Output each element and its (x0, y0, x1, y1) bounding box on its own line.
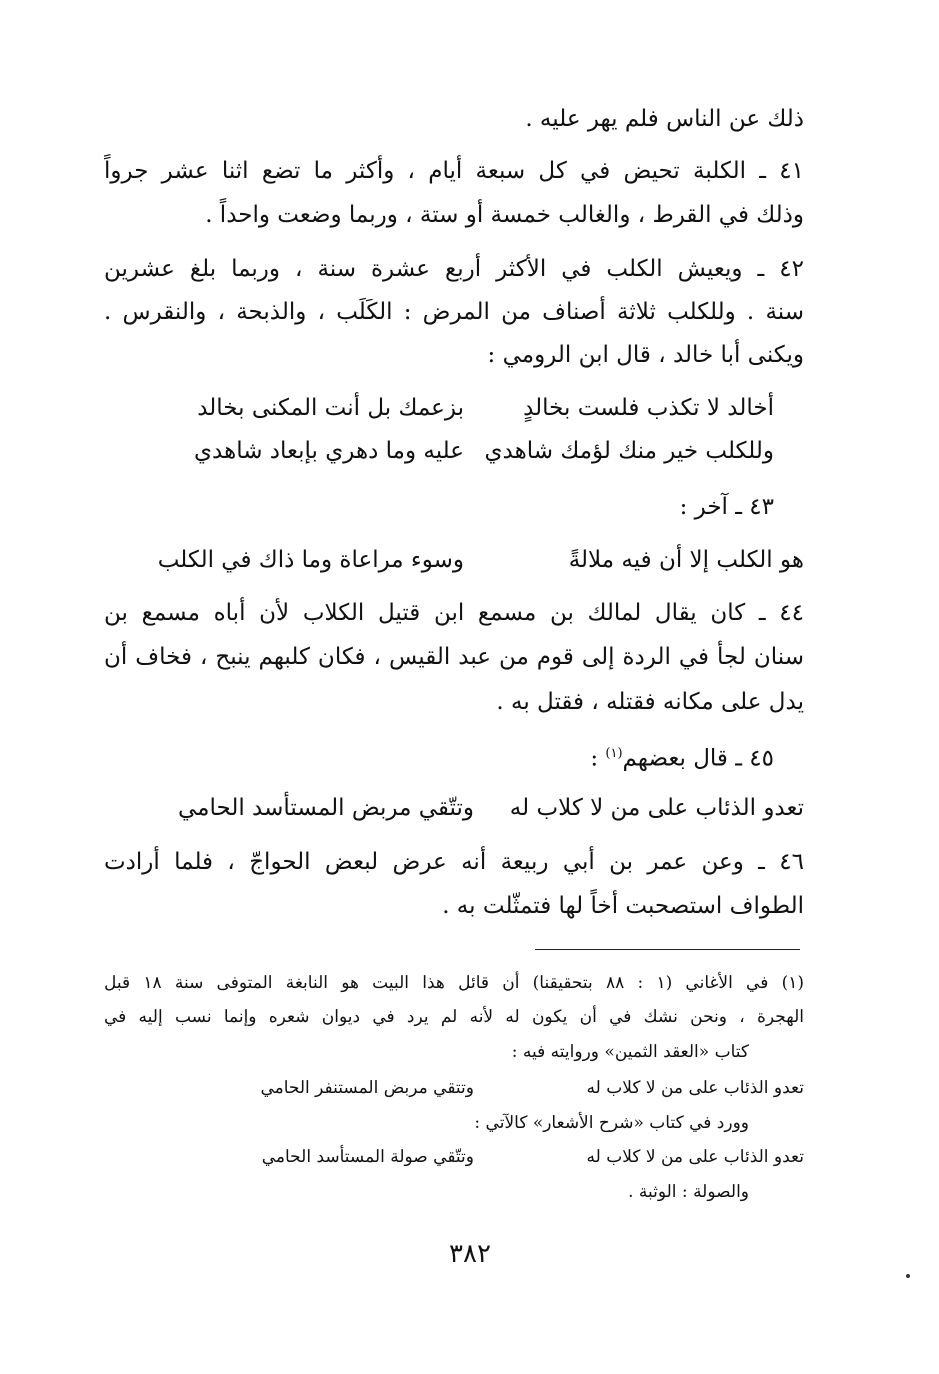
paragraph-42-line: سنة . وللكلب ثلاثة أصناف من المرض : الكَلَب ، والذبحة ، والنقرس . (104, 299, 804, 325)
paragraph-45-line (590, 739, 774, 774)
verse-first-hemistich: تعدو الذئاب على من لا كلاب له (509, 795, 804, 821)
paragraph-41-line: ٤١ ـ الكلبة تحيض في كل سبعة أيام ، وأكثر ما تضع اثنا عشر جرواً (104, 158, 804, 184)
page-number: ٣٨٢ (449, 1239, 491, 1269)
paragraph-46-line: الطواف استصحبت أخاً لها فتمثّلت به . (442, 893, 804, 919)
footnote-line: وورد في كتاب «شرح الأشعار» كالآتي : (474, 1113, 749, 1133)
footnote-separator (535, 949, 800, 950)
verse-first-hemistich: هو الكلب إلا أن فيه ملالةً (568, 547, 804, 573)
verse-first-hemistich: أخالد لا تكذب فلست بخالدٍ (523, 395, 774, 421)
verse-second-hemistich: وتتّقي مربض المستأسد الحامي (177, 795, 474, 821)
verse-second-hemistich: عليه وما دهري بإبعاد شاهدي (194, 438, 464, 464)
paragraph-45-text: ٤٥ ـ قال بعضهم (622, 745, 774, 772)
paragraph-44-line: سنان لجأ في الردة إلى قوم من عبد القيس ، فكان كلبهم ينبح ، فخاف أن (104, 644, 804, 670)
paragraph-44-line: ٤٤ ـ كان يقال لمالك بن مسمع ابن قتيل الكلاب لأن أباه مسمع بن (104, 600, 804, 626)
footnote-verse-first: تعدو الذئاب على من لا كلاب له (586, 1147, 804, 1167)
scan-speck (906, 1274, 910, 1278)
footnote-verse-first: تعدو الذئاب على من لا كلاب له (586, 1078, 804, 1098)
paragraph-42-line: ويكنى أبا خالد ، قال ابن الرومي : (487, 342, 804, 368)
paragraph-43-line: ٤٣ ـ آخر : (679, 494, 774, 520)
verse-second-hemistich: بزعمك بل أنت المكنى بخالد (197, 395, 464, 421)
verse-second-hemistich: وسوء مراعاة وما ذاك في الكلب (157, 547, 464, 573)
paragraph-41-line: وذلك في القرط ، والغالب خمسة أو ستة ، وربما وضعت واحداً . (205, 202, 804, 228)
verse-first-hemistich: وللكلب خير منك لؤمك شاهدي (484, 438, 774, 464)
footnote-verse-second: وتتّقي صولة المستأسد الحامي (261, 1147, 474, 1167)
footnote-marker: (١) (605, 746, 623, 761)
footnote-line: والصولة : الوثبة . (628, 1182, 749, 1202)
footnote-line: (١) في الأغاني (١ : ٨٨ بتحقيقنا) أن قائل هذا البيت هو النابغة المتوفى سنة ١٨ قبل (104, 973, 804, 993)
footnote-line: الهجرة ، ونحن نشك في أن يكون له لأنه لم يرد في ديوان شعره وإنما نسب إليه في (104, 1007, 804, 1027)
paragraph-42-line: ٤٢ ـ ويعيش الكلب في الأكثر أربع عشرة سنة ، وربما بلغ عشرين (104, 256, 804, 282)
footnote-line: كتاب «العقد الثمين» وروايته فيه : (511, 1042, 749, 1062)
paragraph-46-line: ٤٦ ـ وعن عمر بن أبي ربيعة أنه عرض لبعض الحواجّ ، فلما أرادت (104, 849, 804, 875)
paragraph-45-colon: : (590, 745, 606, 772)
footnote-verse-second: وتتقي مربض المستنفر الحامي (260, 1078, 474, 1098)
text-line: ذلك عن الناس فلم يهر عليه . (525, 106, 804, 132)
paragraph-44-line: يدل على مكانه فقتله ، فقتل به . (496, 689, 804, 715)
